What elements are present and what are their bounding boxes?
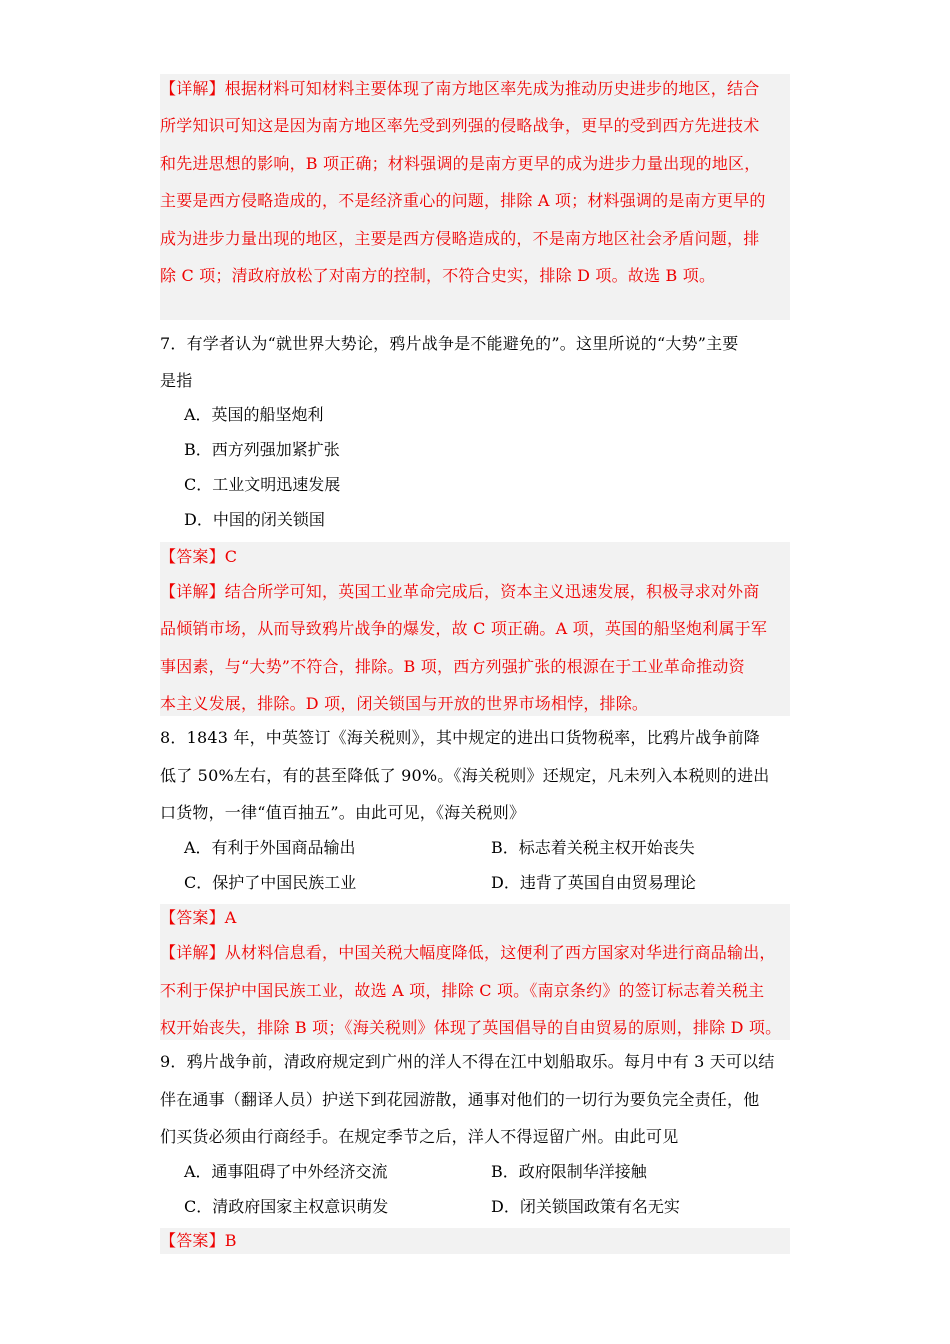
question-7-options: [160, 405, 790, 535]
explanation-line: 【详解】从材料信息看，中国关税大幅度降低，这便利了西方国家对华进行商品输出，: [160, 943, 776, 962]
option-c[interactable]: C．保护了中国民族工业: [184, 873, 357, 892]
option-b[interactable]: B．政府限制华洋接触: [491, 1162, 647, 1181]
explanation-line: 和先进思想的影响，B 项正确；材料强调的是南方更早的成为进步力量出现的地区，: [160, 154, 761, 173]
explanation-line: 【详解】根据材料可知材料主要体现了南方地区率先成为推动历史进步的地区，结合: [160, 79, 760, 98]
explanation-line: 主要是西方侵略造成的，不是经济重心的问题，排除 A 项；材料强调的是南方更早的: [160, 191, 766, 210]
question-stem-line: 9．鸦片战争前，清政府规定到广州的洋人不得在江中划船取乐。每月中有 3 天可以结: [160, 1052, 775, 1071]
option-b[interactable]: B．西方列强加紧扩张: [184, 440, 340, 459]
explanation-line: 【详解】结合所学可知，英国工业革命完成后，资本主义迅速发展，积极寻求对外商: [160, 582, 760, 601]
answer-label: 【答案】A: [160, 908, 237, 927]
question-7: [160, 334, 790, 394]
explanation-line: 本主义发展，排除。D 项，闭关锁国与开放的世界市场相悖，排除。: [160, 694, 649, 713]
explanation-block-q6: [160, 74, 790, 320]
option-d[interactable]: D．闭关锁国政策有名无实: [491, 1197, 680, 1216]
option-a[interactable]: A．有利于外国商品输出: [184, 838, 356, 857]
question-stem-line: 8．1843 年，中英签订《海关税则》，其中规定的进出口货物税率，比鸦片战争前降: [160, 728, 760, 747]
question-stem-line: 口货物，一律“值百抽五”。由此可见，《海关税则》: [160, 803, 526, 822]
question-stem-line: 伴在通事（翻译人员）护送下到花园游散，通事对他们的一切行为要负完全责任，他: [160, 1090, 760, 1109]
answer-label: 【答案】C: [160, 547, 238, 566]
explanation-line: 成为进步力量出现的地区，主要是西方侵略造成的，不是南方地区社会矛盾问题，排: [160, 229, 760, 248]
explanation-line: 所学知识可知这是因为南方地区率先受到列强的侵略战争，更早的受到西方先进技术: [160, 116, 760, 135]
answer-block-q8: [160, 904, 790, 1040]
question-8-options: [160, 838, 790, 898]
explanation-line: 权开始丧失，排除 B 项；《海关税则》体现了英国倡导的自由贸易的原则，排除 D 项。: [160, 1018, 782, 1037]
question-8: [160, 728, 790, 828]
question-9: [160, 1052, 790, 1152]
answer-block-q7: [160, 542, 790, 716]
question-stem-line: 们买货必须由行商经手。在规定季节之后，洋人不得逗留广州。由此可见: [160, 1127, 679, 1146]
explanation-line: 不利于保护中国民族工业，故选 A 项，排除 C 项。《南京条约》的签订标志着关税主: [160, 981, 765, 1000]
option-d[interactable]: D．中国的闭关锁国: [184, 510, 325, 529]
explanation-line: 除 C 项；清政府放松了对南方的控制，不符合史实，排除 D 项。故选 B 项。: [160, 266, 716, 285]
option-a[interactable]: A．通事阻碍了中外经济交流: [184, 1162, 388, 1181]
question-stem-line: 低了 50%左右，有的甚至降低了 90%。《海关税则》还规定，凡未列入本税则的进出: [160, 766, 770, 785]
option-c[interactable]: C．清政府国家主权意识萌发: [184, 1197, 389, 1216]
question-stem-line: 是指: [160, 371, 193, 390]
question-stem-line: 7．有学者认为“就世界大势论，鸦片战争是不能避免的”。这里所说的“大势”主要: [160, 334, 739, 353]
answer-label: 【答案】B: [160, 1231, 237, 1250]
option-c[interactable]: C．工业文明迅速发展: [184, 475, 341, 494]
option-b[interactable]: B．标志着关税主权开始丧失: [491, 838, 695, 857]
explanation-line: 品倾销市场，从而导致鸦片战争的爆发，故 C 项正确。A 项，英国的船坚炮利属于军: [160, 619, 768, 638]
option-d[interactable]: D．违背了英国自由贸易理论: [491, 873, 696, 892]
explanation-line: 事因素，与“大势”不符合，排除。B 项，西方列强扩张的根源在于工业革命推动资: [160, 657, 745, 676]
answer-block-q9: [160, 1228, 790, 1254]
option-a[interactable]: A．英国的船坚炮利: [184, 405, 324, 424]
question-9-options: [160, 1162, 790, 1222]
